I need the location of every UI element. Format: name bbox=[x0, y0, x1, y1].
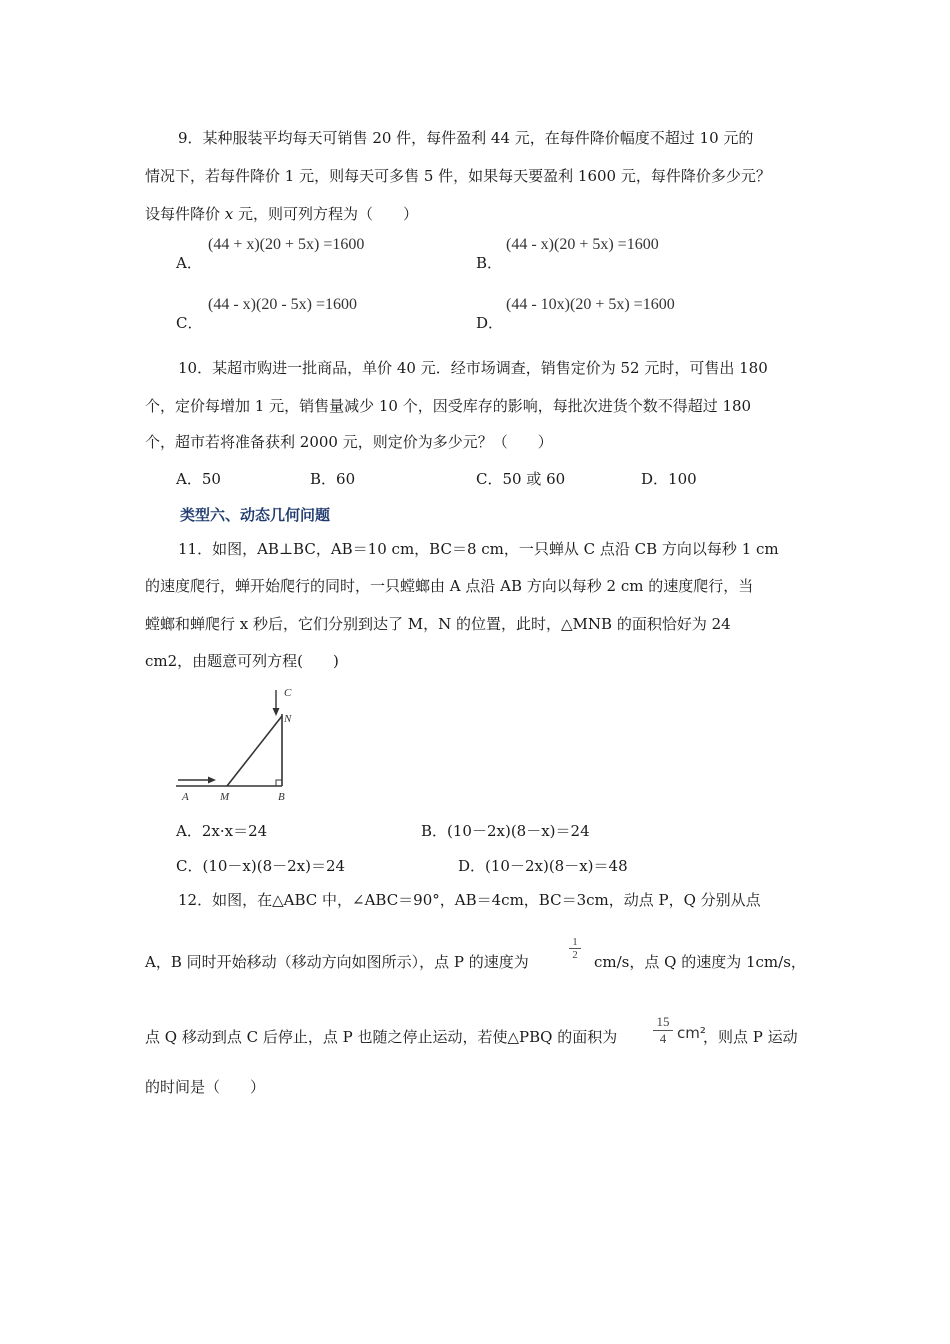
q9-option-d-label: D． bbox=[476, 314, 504, 332]
point-a-label: A bbox=[182, 791, 189, 803]
q12-line-2a: A，B 同时开始移动（移动方向如图所示），点 P 的速度为 bbox=[145, 953, 529, 971]
q9-line-1: 9．某种服装平均每天可销售 20 件，每件盈利 44 元，在每件降价幅度不超过 10 元的 bbox=[178, 129, 754, 147]
q12-line-1: 12．如图，在△ABC 中，∠ABC＝90°，AB＝4cm，BC＝3cm，动点 P，Q 分别从点 bbox=[178, 891, 761, 909]
point-n-label: N bbox=[284, 713, 292, 725]
q9-option-a-equation: (44 + x)(20 + 5x) =1600 bbox=[208, 236, 365, 253]
segment-mn bbox=[227, 716, 282, 786]
mantis-arrowhead bbox=[208, 777, 216, 784]
q10-line-1: 10．某超市购进一批商品，单价 40 元．经市场调查，销售定价为 52 元时，可售出 180 bbox=[178, 359, 768, 377]
point-c-label: C bbox=[284, 687, 292, 699]
q9-option-c-label: C． bbox=[176, 314, 203, 332]
q11-line-1: 11．如图，AB⊥BC，AB＝10 cm，BC＝8 cm，一只蝉从 C 点沿 CB 方向以每秒 1 cm bbox=[178, 540, 779, 558]
fraction-numerator: 15 bbox=[656, 1014, 670, 1029]
q11-geometry-figure bbox=[170, 684, 310, 804]
q10-line-2: 个，定价每增加 1 元，销售量减少 10 个，因受库存的影响，每批次进货个数不得超过 180 bbox=[145, 397, 752, 415]
q10-option-d: D．100 bbox=[641, 470, 697, 488]
q10-option-a: A．50 bbox=[176, 470, 221, 488]
q11-line-2: 的速度爬行，蝉开始爬行的同时，一只螳螂由 A 点沿 AB 方向以每秒 2 cm 的速度爬行，当 bbox=[145, 577, 754, 595]
q11-option-d: D．(10－2x)(8－x)＝48 bbox=[458, 857, 628, 875]
q9-line-2: 情况下，若每件降价 1 元，则每天可多售 5 件，如果每天要盈利 1600 元，每件降价多少元？ bbox=[145, 167, 771, 185]
q9-option-b-label: B． bbox=[476, 254, 503, 272]
fraction-denominator: 2 bbox=[572, 949, 578, 961]
section-heading: 类型六、动态几何问题 bbox=[180, 506, 331, 524]
q12-speed-fraction bbox=[569, 936, 581, 961]
q11-option-c: C．(10－x)(8－2x)＝24 bbox=[176, 857, 346, 875]
q11-option-a: A．2x·x＝24 bbox=[176, 822, 268, 840]
cicada-arrowhead bbox=[273, 708, 280, 716]
q11-line-4: cm2，由题意可列方程( ) bbox=[145, 652, 339, 670]
q12-line-2b: cm/s，点 Q 的速度为 1cm/s， bbox=[594, 953, 806, 971]
q12-area-unit: cm² bbox=[677, 1024, 706, 1042]
q11-line-3: 螳螂和蝉爬行 x 秒后，它们分别到达了 M，N 的位置，此时，△MNB 的面积恰好为 24 bbox=[145, 615, 731, 633]
fraction-denominator: 4 bbox=[659, 1031, 667, 1046]
q12-line-4: 的时间是（ ） bbox=[145, 1078, 266, 1096]
q9-option-c-equation: (44 - x)(20 - 5x) =1600 bbox=[208, 296, 357, 313]
right-angle-mark bbox=[276, 780, 282, 786]
point-m-label: M bbox=[220, 791, 230, 803]
q11-option-b: B．(10－2x)(8－x)＝24 bbox=[421, 822, 590, 840]
q10-option-b: B．60 bbox=[310, 470, 356, 488]
q9-line-3: 设每件降价 x 元，则可列方程为（ ） bbox=[145, 205, 419, 223]
q9-option-b-equation: (44 - x)(20 + 5x) =1600 bbox=[506, 236, 659, 253]
q12-line-3a: 点 Q 移动到点 C 后停止，点 P 也随之停止运动，若使△PBQ 的面积为 bbox=[145, 1028, 618, 1046]
q10-line-3: 个，超市若将准备获利 2000 元，则定价为多少元？（ ） bbox=[145, 433, 553, 451]
q12-line-3b: ，则点 P 运动 bbox=[703, 1028, 798, 1046]
q10-option-c: C．50 或 60 bbox=[476, 470, 566, 488]
q9-option-d-equation: (44 - 10x)(20 + 5x) =1600 bbox=[506, 296, 675, 313]
fraction-numerator: 1 bbox=[572, 936, 578, 948]
point-b-label: B bbox=[278, 791, 285, 803]
q9-option-a-label: A． bbox=[176, 254, 202, 272]
q12-area-fraction bbox=[653, 1014, 673, 1047]
